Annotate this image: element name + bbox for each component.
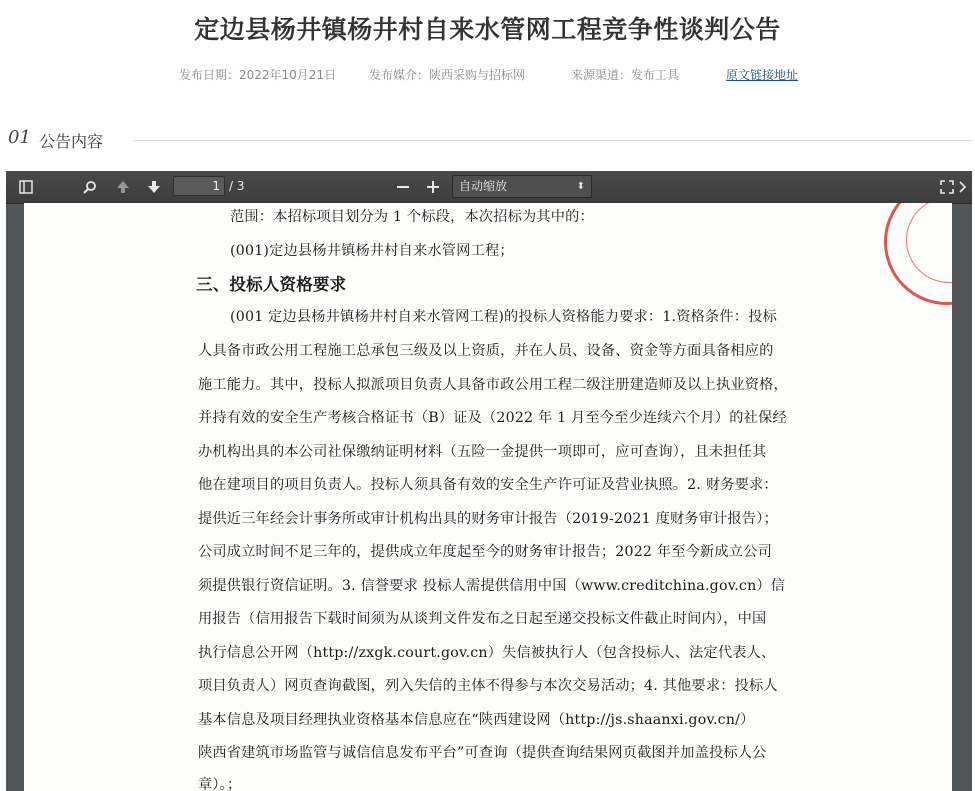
original-link[interactable]: 原文链接地址	[726, 68, 799, 82]
zoom-select[interactable]	[452, 175, 592, 198]
doc-line: 陕西省建筑市场监管与诚信信息发布平台”可查询（提供查询结果网页截图并加盖投标人公	[198, 745, 767, 761]
doc-line: 并持有效的安全生产考核合格证书（B）证及（2022 年 1 月至今至少连续六个月）的社保经	[198, 410, 787, 426]
doc-heading: 三、投标人资格要求	[196, 275, 347, 294]
publish-media: 发布媒介：陕西采购与招标网	[369, 68, 526, 82]
doc-line: (001)定边县杨井镇杨井村自来水管网工程；	[230, 243, 514, 259]
doc-line: (001 定边县杨井镇杨井村自来水管网工程)的投标人资格能力要求：1.资格条件：投标	[230, 309, 777, 325]
pdf-toolbar	[6, 171, 972, 204]
section-label: 公告内容	[39, 132, 104, 151]
zoom-in-icon[interactable]	[422, 177, 444, 197]
doc-line: 基本信息及项目经理执业资格基本信息应在“陕西建设网（http://js.shaanxi.gov.cn/）	[198, 712, 755, 728]
doc-line: 项目负责人）网页查询截图，列入失信的主体不得参与本次交易活动；4. 其他要求：投标人	[198, 678, 778, 694]
page-title: 定边县杨井镇杨井村自来水管网工程竞争性谈判公告	[194, 15, 781, 44]
section-number: 01	[8, 127, 31, 148]
search-icon[interactable]	[79, 177, 101, 197]
section-divider	[134, 140, 972, 141]
sidebar-toggle-icon[interactable]	[15, 177, 37, 197]
next-page-icon[interactable]	[143, 177, 165, 197]
doc-line: 范围：本招标项目划分为 1 个标段，本次招标为其中的：	[230, 209, 594, 225]
page-number-input[interactable]: 1	[173, 176, 225, 196]
doc-line: 人具备市政公用工程施工总承包三级及以上资质，并在人员、设备、资金等方面具备相应的	[198, 343, 774, 359]
zoom-out-icon[interactable]	[392, 177, 414, 197]
meta-row	[0, 64, 975, 84]
doc-line: 公司成立时间不足三年的，提供成立年度起至今的财务审计报告；2022 年至今新成立公司	[198, 544, 772, 560]
doc-line: 他在建项目的项目负责人。投标人须具备有效的安全生产许可证及营业执照。2. 财务要求：	[198, 477, 778, 493]
more-icon[interactable]	[956, 177, 970, 197]
doc-line: 用报告（信用报告下载时间须为从谈判文件发布之日起至递交投标文件截止时间内），中国	[198, 611, 767, 627]
doc-line: 章）。；	[198, 777, 242, 791]
previous-page-icon[interactable]	[112, 177, 134, 197]
doc-line: 办机构出具的本公司社保缴纳证明材料（五险一金提供一项即可，应可查询），且未担任其	[198, 444, 767, 460]
source-channel: 来源渠道：发布工具	[571, 68, 680, 82]
chevron-updown-icon: ⬍	[576, 181, 585, 192]
fullscreen-icon[interactable]	[936, 177, 958, 197]
doc-line: 施工能力。其中，投标人拟派项目负责人具备市政公用工程二级注册建造师及以上执业资格，	[198, 377, 788, 393]
doc-line: 须提供银行资信证明。3. 信誉要求 投标人需提供信用中国（www.creditchina.gov.cn）信	[198, 578, 786, 594]
section-heading	[8, 127, 972, 153]
doc-line: 执行信息公开网（http://zxgk.court.gov.cn）失信被执行人（包含投标人、法定代表人、	[198, 645, 776, 661]
publish-date: 发布日期：2022年10月21日	[179, 68, 337, 82]
zoom-select-value: 自动缩放	[459, 179, 508, 193]
page-total: / 3	[229, 179, 245, 193]
pdf-page	[24, 203, 952, 791]
doc-line: 提供近三年经会计事务所或审计机构出具的财务审计报告（2019-2021 度财务审计报告）；	[198, 511, 778, 527]
pdf-viewer	[6, 171, 972, 791]
